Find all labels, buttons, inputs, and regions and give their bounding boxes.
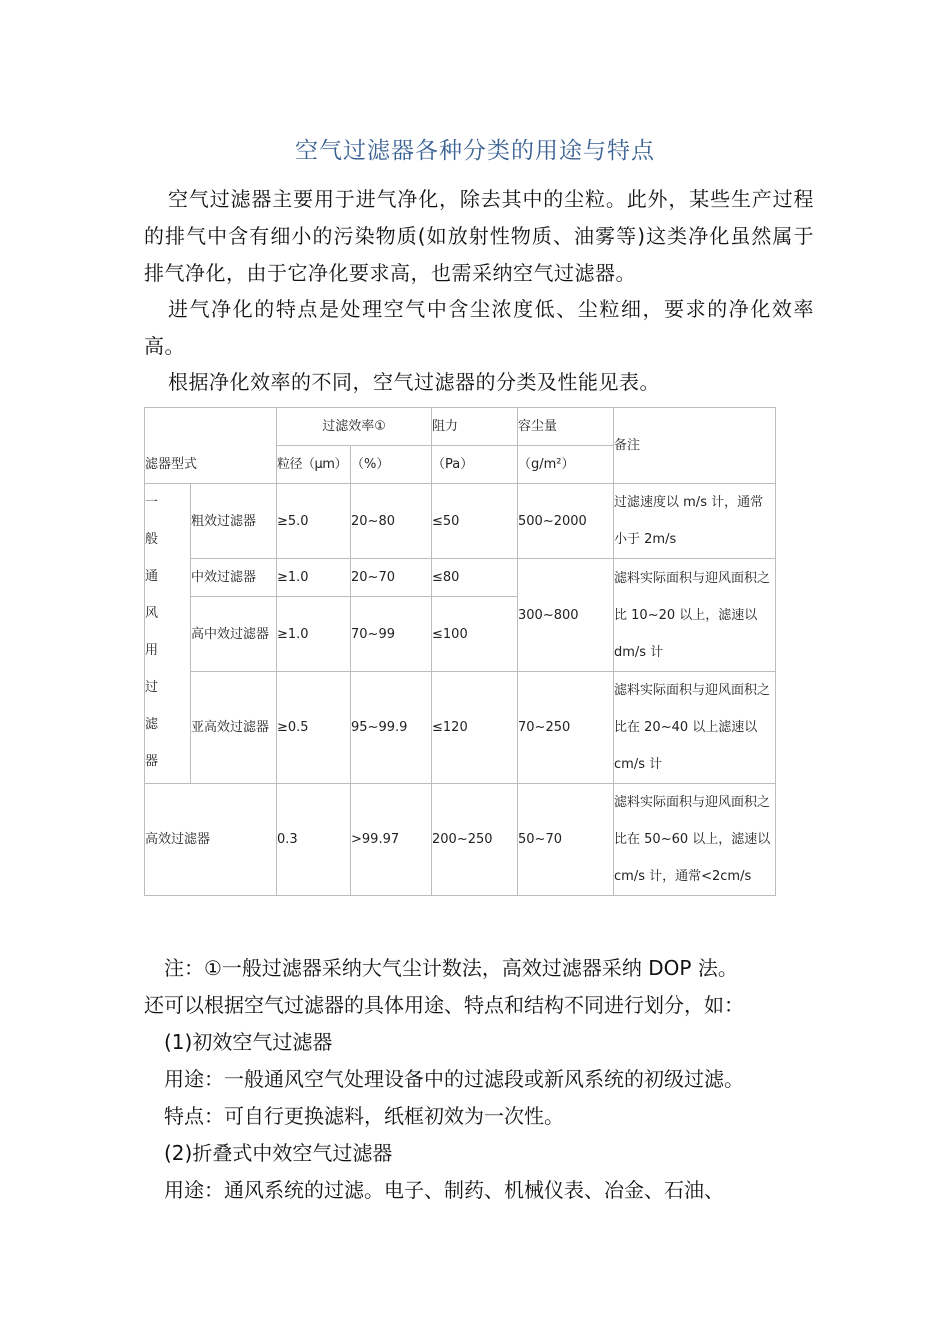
filter-classification-table <box>144 407 776 896</box>
row-capacity: 50~70 <box>518 784 614 896</box>
header-capacity: 容尘量 <box>518 408 614 446</box>
header-note: 备注 <box>614 408 776 484</box>
row-name: 高效过滤器 <box>145 784 277 896</box>
subheading-primary-filter: (1)初效空气过滤器 <box>164 1030 333 1054</box>
row-resistance: ≤50 <box>432 484 518 559</box>
row-particle: ≥1.0 <box>277 597 351 672</box>
table-row <box>145 672 776 784</box>
subheading-folded-filter: (2)折叠式中效空气过滤器 <box>164 1141 393 1165</box>
row-efficiency: 20~70 <box>351 559 432 597</box>
usage-line: 用途：通风系统的过滤。电子、制药、机械仪表、冶金、石油、 <box>164 1178 724 1202</box>
row-name: 高中效过滤器 <box>191 597 277 672</box>
row-capacity: 500~2000 <box>518 484 614 559</box>
feature-line: 特点：可自行更换滤料，纸框初效为一次性。 <box>164 1104 564 1128</box>
row-resistance: ≤80 <box>432 559 518 597</box>
header-resistance: 阻力 <box>432 408 518 446</box>
row-capacity: 300~800 <box>518 559 614 672</box>
header-percent: （%） <box>351 446 432 484</box>
table-footnote: 注：①一般过滤器采纳大气尘计数法，高效过滤器采纳 DOP 法。 <box>164 956 738 980</box>
row-note: 滤料实际面积与迎风面积之比在 50~60 以上，滤速以 cm/s 计，通常<2cm/s <box>614 784 776 896</box>
document-title: 空气过滤器各种分类的用途与特点 <box>295 138 655 164</box>
row-particle: ≥5.0 <box>277 484 351 559</box>
row-note: 滤料实际面积与迎风面积之比在 20~40 以上滤速以 cm/s 计 <box>614 672 776 784</box>
row-particle: ≥0.5 <box>277 672 351 784</box>
row-efficiency: 70~99 <box>351 597 432 672</box>
row-name: 亚高效过滤器 <box>191 672 277 784</box>
row-resistance: ≤120 <box>432 672 518 784</box>
row-resistance: 200~250 <box>432 784 518 896</box>
table-row <box>145 784 776 896</box>
row-name: 中效过滤器 <box>191 559 277 597</box>
row-name: 粗效过滤器 <box>191 484 277 559</box>
row-efficiency: >99.97 <box>351 784 432 896</box>
group-label: 一般通风用过滤器 <box>145 484 191 784</box>
row-particle: 0.3 <box>277 784 351 896</box>
row-note: 滤料实际面积与迎风面积之比 10~20 以上，滤速以 dm/s 计 <box>614 559 776 672</box>
header-capacity-unit: （g/m²） <box>518 446 614 484</box>
row-resistance: ≤100 <box>432 597 518 672</box>
header-type: 滤器型式 <box>145 408 277 484</box>
table-header-row <box>145 408 776 446</box>
table-intro-paragraph: 根据净化效率的不同，空气过滤器的分类及性能见表。 <box>168 370 660 394</box>
intro-paragraph: 空气过滤器主要用于进气净化，除去其中的尘粒。此外，某些生产过程的排气中含有细小的污染物质(如放射性物质、油雾等)这类净化虽然属于排气净化，由于它净化要求高，也需采纳空气过滤器。 <box>144 187 814 285</box>
classification-intro: 还可以根据空气过滤器的具体用途、特点和结构不同进行划分，如： <box>144 993 744 1017</box>
feature-paragraph: 进气净化的特点是处理空气中含尘浓度低、尘粒细，要求的净化效率高。 <box>144 297 814 358</box>
header-resistance-unit: （Pa） <box>432 446 518 484</box>
row-efficiency: 20~80 <box>351 484 432 559</box>
table-row <box>145 484 776 559</box>
header-efficiency: 过滤效率① <box>277 408 432 446</box>
row-note: 过滤速度以 m/s 计，通常小于 2m/s <box>614 484 776 559</box>
usage-line: 用途：一般通风空气处理设备中的过滤段或新风系统的初级过滤。 <box>164 1067 744 1091</box>
row-particle: ≥1.0 <box>277 559 351 597</box>
row-efficiency: 95~99.9 <box>351 672 432 784</box>
table-row <box>145 559 776 597</box>
header-particle: 粒径（μm） <box>277 446 351 484</box>
row-capacity: 70~250 <box>518 672 614 784</box>
